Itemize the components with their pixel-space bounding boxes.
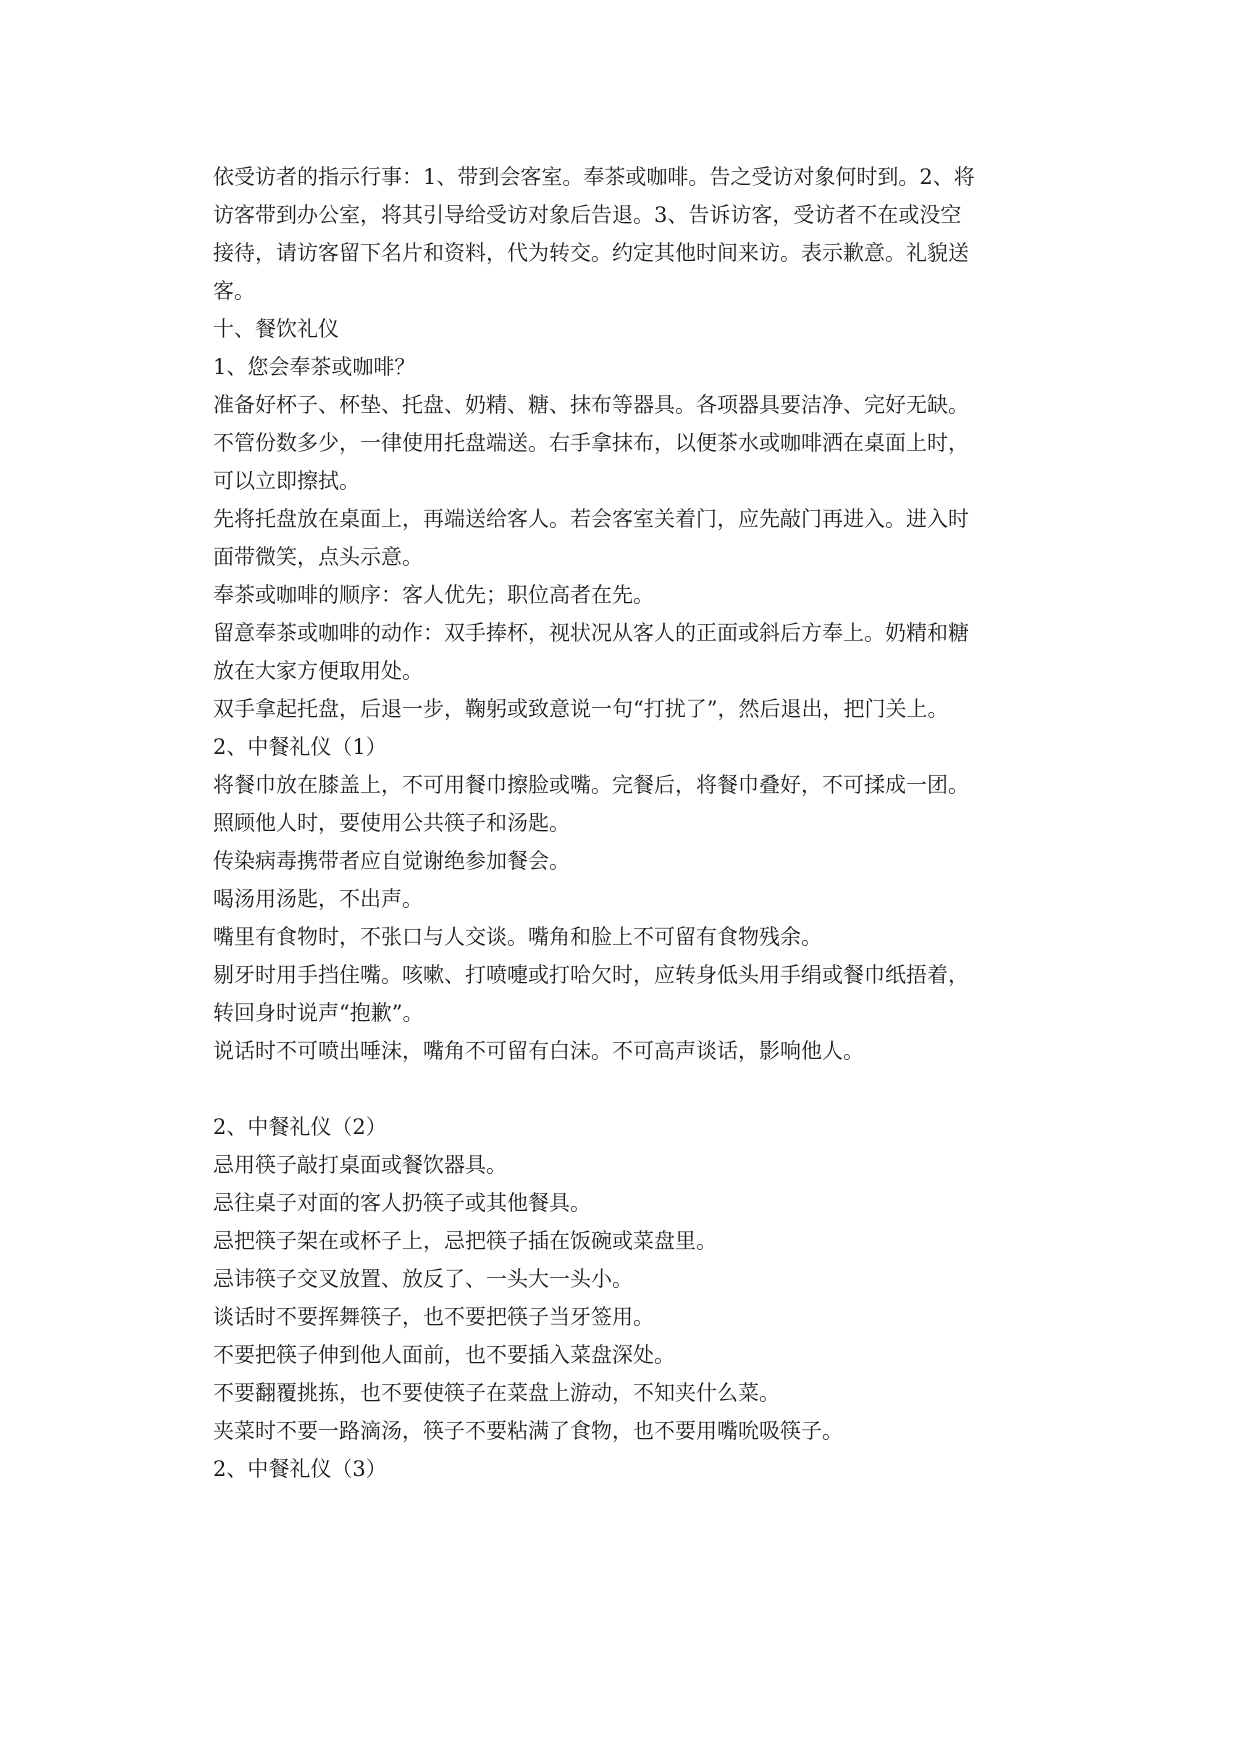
paragraph-line: 奉茶或咖啡的顺序：客人优先；职位高者在先。 [213,583,654,607]
paragraph-line: 喝汤用汤匙，不出声。 [213,887,423,911]
section-heading: 十、餐饮礼仪 [213,317,339,341]
blank-line [213,1070,1043,1108]
paragraph-line: 客。 [213,279,255,303]
paragraph-line: 传染病毒携带者应自觉谢绝参加餐会。 [213,849,570,873]
paragraph-line: 放在大家方便取用处。 [213,659,423,683]
paragraph-line: 不要把筷子伸到他人面前，也不要插入菜盘深处。 [213,1343,675,1367]
paragraph-line: 照顾他人时，要使用公共筷子和汤匙。 [213,811,570,835]
paragraph-line: 不要翻覆挑拣，也不要使筷子在菜盘上游动，不知夹什么菜。 [213,1381,780,1405]
paragraph-line: 先将托盘放在桌面上，再端送给客人。若会客室关着门，应先敲门再进入。进入时 [213,507,969,531]
subsection-heading: 2、中餐礼仪（3） [213,1457,387,1481]
paragraph-line: 访客带到办公室，将其引导给受访对象后告退。3、告诉访客，受访者不在或没空 [213,203,962,227]
paragraph-line: 不管份数多少，一律使用托盘端送。右手拿抹布，以便茶水或咖啡洒在桌面上时， [213,431,969,455]
subsection-heading: 2、中餐礼仪（1） [213,735,387,759]
paragraph-line: 夹菜时不要一路滴汤，筷子不要粘满了食物，也不要用嘴吮吸筷子。 [213,1419,843,1443]
document-body [213,158,1043,1488]
paragraph-line: 说话时不可喷出唾沫，嘴角不可留有白沫。不可高声谈话，影响他人。 [213,1039,864,1063]
paragraph-line: 将餐巾放在膝盖上，不可用餐巾擦脸或嘴。完餐后，将餐巾叠好，不可揉成一团。 [213,773,969,797]
paragraph-line: 面带微笑，点头示意。 [213,545,423,569]
paragraph-line: 依受访者的指示行事：1、带到会客室。奉茶或咖啡。告之受访对象何时到。2、将 [213,165,975,189]
paragraph-line: 忌讳筷子交叉放置、放反了、一头大一头小。 [213,1267,633,1291]
subsection-heading: 2、中餐礼仪（2） [213,1115,387,1139]
paragraph-line: 接待，请访客留下名片和资料，代为转交。约定其他时间来访。表示歉意。礼貌送 [213,241,969,265]
paragraph-line: 谈话时不要挥舞筷子，也不要把筷子当牙签用。 [213,1305,654,1329]
paragraph-line: 忌把筷子架在或杯子上，忌把筷子插在饭碗或菜盘里。 [213,1229,717,1253]
paragraph-line: 忌往桌子对面的客人扔筷子或其他餐具。 [213,1191,591,1215]
subsection-heading: 1、您会奉茶或咖啡？ [213,355,416,379]
paragraph-line: 嘴里有食物时，不张口与人交谈。嘴角和脸上不可留有食物残余。 [213,925,822,949]
paragraph-line: 剔牙时用手挡住嘴。咳嗽、打喷嚏或打哈欠时，应转身低头用手绢或餐巾纸捂着， [213,963,969,987]
paragraph-line: 双手拿起托盘，后退一步，鞠躬或致意说一句“打扰了”，然后退出，把门关上。 [213,697,949,721]
paragraph-line: 忌用筷子敲打桌面或餐饮器具。 [213,1153,507,1177]
paragraph-line: 可以立即擦拭。 [213,469,360,493]
paragraph-line: 留意奉茶或咖啡的动作：双手捧杯，视状况从客人的正面或斜后方奉上。奶精和糖 [213,621,969,645]
paragraph-line: 准备好杯子、杯垫、托盘、奶精、糖、抹布等器具。各项器具要洁净、完好无缺。 [213,393,969,417]
paragraph-line: 转回身时说声“抱歉”。 [213,1001,424,1025]
